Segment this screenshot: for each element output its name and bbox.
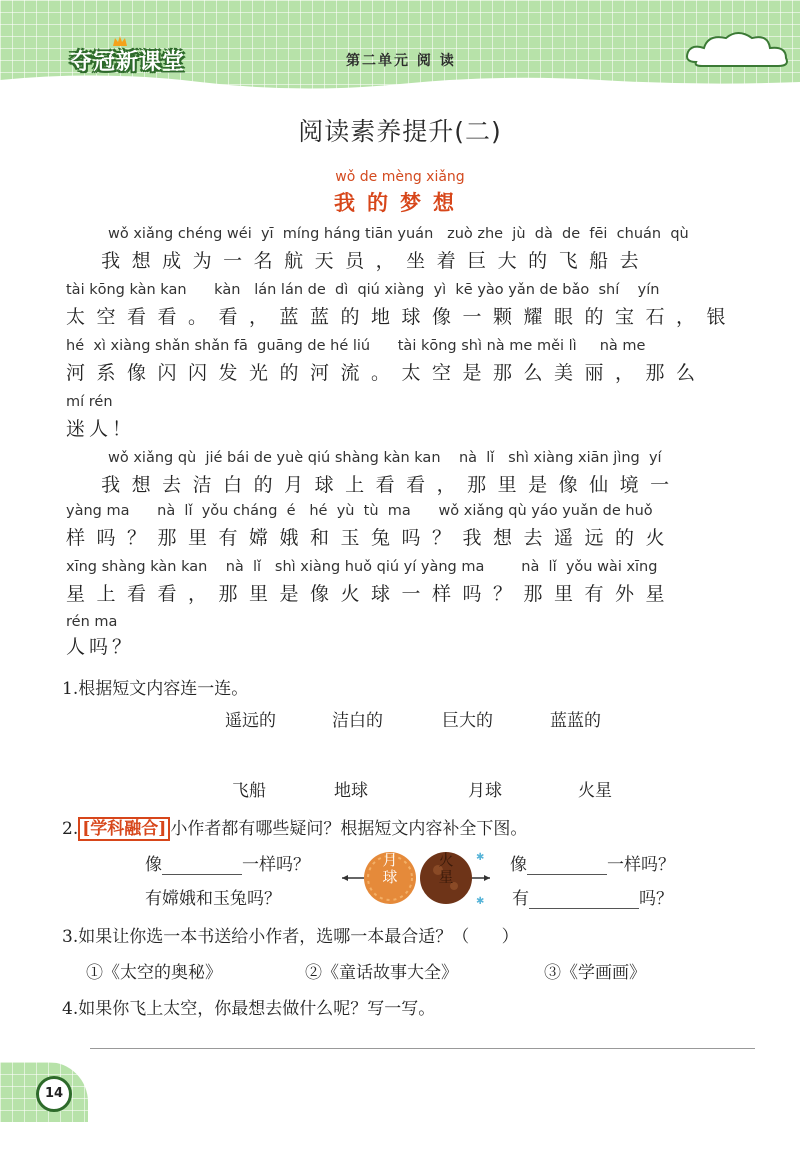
match-bottom-item[interactable]: 月球 bbox=[468, 781, 502, 801]
text-line: 我想去洁白的月球上看看，那里是像仙境一 bbox=[66, 474, 681, 496]
diagram-left-question-1: 像 一样吗？ bbox=[145, 855, 310, 875]
mars-label: 火星 bbox=[438, 851, 454, 886]
pinyin-line: wǒ xiǎng chéng wéi yī míng háng tiān yuán zuò zhe jù dà de fēi chuán qù bbox=[108, 226, 689, 242]
match-bottom-item[interactable]: 飞船 bbox=[232, 781, 266, 801]
moon-label: 月球 bbox=[382, 851, 398, 886]
question-4-prompt: 4.如果你飞上太空，你最想去做什么呢？写一写。 bbox=[62, 999, 436, 1019]
question-text: 小作者都有哪些疑问？根据短文内容补全下图。 bbox=[170, 819, 528, 839]
diagram-left-question-2: 有嫦娥和玉兔吗？ bbox=[145, 889, 281, 909]
question-2-prompt bbox=[62, 814, 527, 839]
subject-tag: [学科融合] bbox=[78, 817, 170, 841]
match-top-item[interactable]: 巨大的 bbox=[442, 711, 493, 731]
text-line: 河系像闪闪发光的河流。太空是那么美丽，那么 bbox=[66, 362, 707, 384]
pinyin-line: tài kōng kàn kan kàn lán lán de dì qiú xiàng yì kē yào yǎn de bǎo shí yín bbox=[66, 282, 660, 298]
question-3-prompt: 3.如果让你选一本书送给小作者，选哪一本最合适？（ ） bbox=[62, 927, 519, 947]
cloud-icon bbox=[682, 28, 794, 72]
question-number: 2. bbox=[62, 819, 79, 839]
question-1-prompt: 1.根据短文内容连一连。 bbox=[62, 679, 249, 699]
book-option[interactable]: ①《太空的奥秘》 bbox=[86, 963, 222, 983]
answer-line[interactable] bbox=[90, 1048, 755, 1049]
svg-text:✱: ✱ bbox=[476, 896, 485, 907]
pinyin-line: rén ma bbox=[66, 614, 118, 630]
book-option[interactable]: ③《学画画》 bbox=[544, 963, 646, 983]
pinyin-line: mí rén bbox=[66, 394, 113, 410]
text-line: 我想成为一名航天员，坐着巨大的飞船去 bbox=[66, 250, 651, 272]
page-title: 阅读素养提升(二) bbox=[298, 117, 502, 146]
brand-logo: 夺冠新课堂 bbox=[70, 50, 186, 75]
moon-mars-diagram bbox=[340, 846, 492, 910]
svg-text:✱: ✱ bbox=[476, 852, 485, 863]
match-top-item[interactable]: 遥远的 bbox=[225, 711, 276, 731]
text-line: 星上看看，那里是像火球一样吗？那里有外星 bbox=[66, 583, 677, 605]
answer-blank[interactable] bbox=[162, 854, 242, 875]
text-line: 人吗？ bbox=[66, 636, 136, 658]
pinyin-line: yàng ma nà lǐ yǒu cháng é hé yù tù ma wǒ xiǎng qù yáo yuǎn de huǒ bbox=[66, 503, 653, 519]
match-bottom-item[interactable]: 地球 bbox=[334, 781, 368, 801]
diagram-right-question-2: 有 吗？ bbox=[512, 889, 673, 909]
answer-blank[interactable] bbox=[529, 888, 639, 909]
answer-blank[interactable] bbox=[527, 854, 607, 875]
unit-title: 第二单元 阅 读 bbox=[346, 53, 456, 69]
page-number: 14 bbox=[36, 1076, 72, 1112]
text-line: 迷人！ bbox=[66, 418, 136, 440]
match-top-item[interactable]: 洁白的 bbox=[332, 711, 383, 731]
book-option[interactable]: ②《童话故事大全》 bbox=[305, 963, 458, 983]
story-title-pinyin: wǒ de mèng xiǎng bbox=[335, 169, 465, 185]
pinyin-line: xīng shàng kàn kan nà lǐ shì xiàng huǒ qiú yí yàng ma nà lǐ yǒu wài xīng bbox=[66, 559, 658, 575]
match-bottom-item[interactable]: 火星 bbox=[578, 781, 612, 801]
pinyin-line: wǒ xiǎng qù jié bái de yuè qiú shàng kàn kan nà lǐ shì xiàng xiān jìng yí bbox=[108, 450, 662, 466]
diagram-right-question-1: 像 一样吗？ bbox=[510, 855, 675, 875]
story-title: 我的梦想 bbox=[334, 190, 466, 215]
text-line: 样吗？那里有嫦娥和玉兔吗？我想去遥远的火 bbox=[66, 527, 677, 549]
text-line: 太空看看。看，蓝蓝的地球像一颗耀眼的宝石，银 bbox=[66, 306, 738, 328]
pinyin-line: hé xì xiàng shǎn shǎn fā guāng de hé liú tài kōng shì nà me měi lì nà me bbox=[66, 338, 646, 354]
match-top-item[interactable]: 蓝蓝的 bbox=[550, 711, 601, 731]
